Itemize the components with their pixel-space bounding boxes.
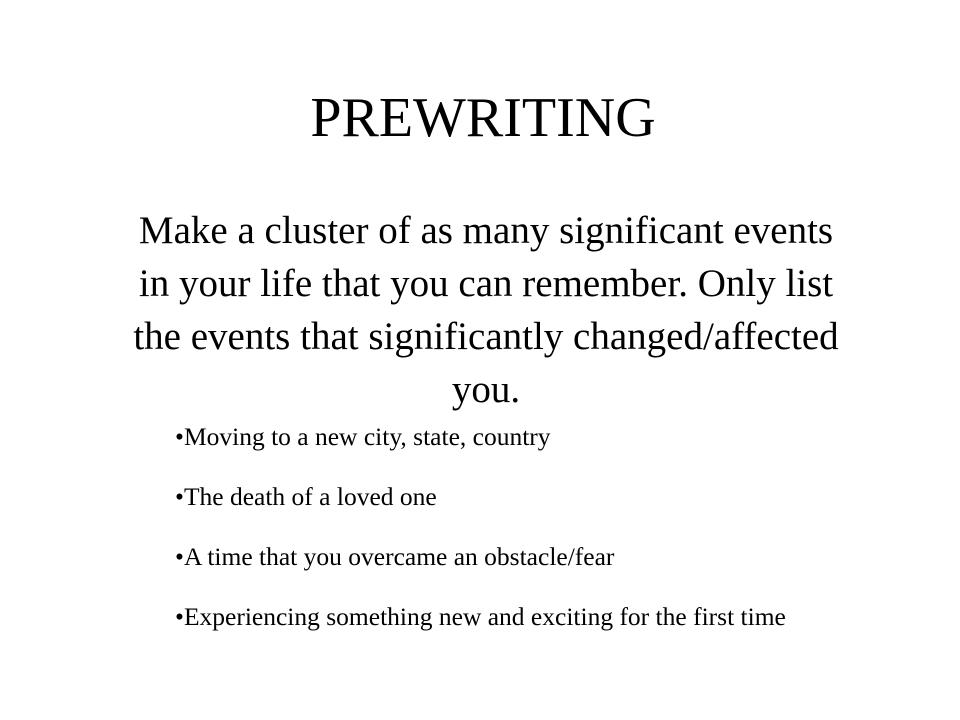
bullet-list bbox=[175, 422, 815, 632]
list-item bbox=[175, 422, 815, 452]
list-item-text: The death of a loved one bbox=[183, 482, 437, 511]
bullet-icon: • bbox=[175, 602, 184, 631]
slide-title: PREWRITING bbox=[310, 87, 656, 149]
list-item-text: Moving to a new city, state, country bbox=[183, 422, 551, 451]
list-item bbox=[175, 602, 815, 632]
list-item-text: Experiencing something new and exciting for the first time bbox=[183, 602, 786, 631]
list-item bbox=[175, 542, 815, 572]
bullet-icon: • bbox=[175, 482, 184, 511]
slide-intro-text: Make a cluster of as many significant events in your life that you can remember. Only list the events that significantly changed/affected you. bbox=[133, 209, 839, 411]
bullet-icon: • bbox=[175, 422, 184, 451]
bullet-icon: • bbox=[175, 542, 184, 571]
list-item-text: A time that you overcame an obstacle/fear bbox=[183, 542, 615, 571]
list-item bbox=[175, 482, 815, 512]
